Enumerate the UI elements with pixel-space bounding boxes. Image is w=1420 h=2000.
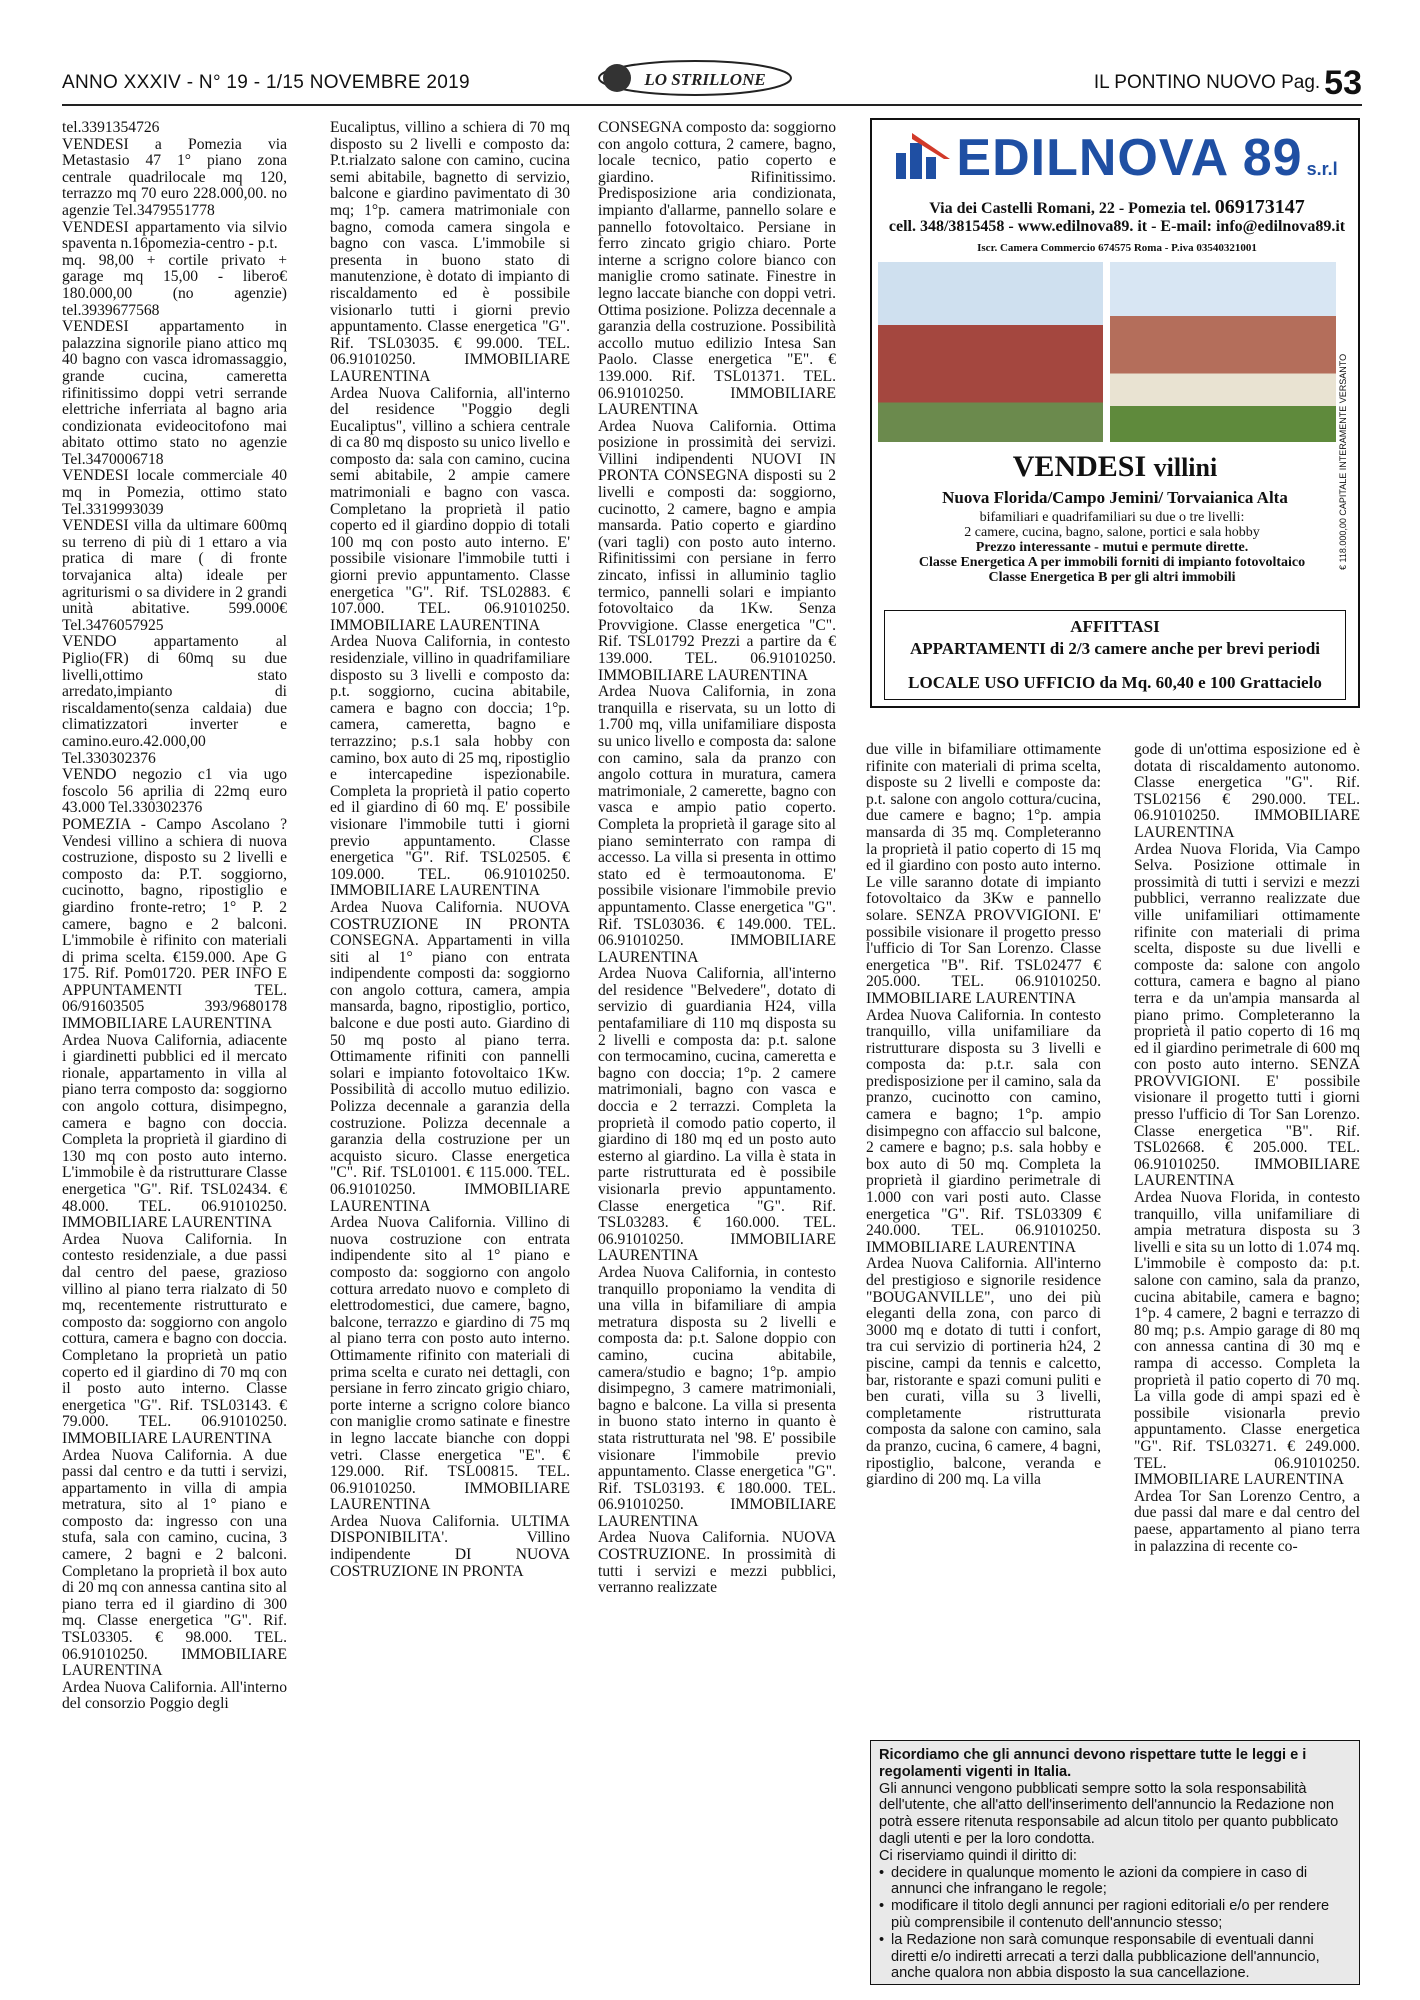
ad-line: Classe Energetica B per gli altri immobili	[988, 570, 1236, 585]
listing: Ardea Nuova California, in contesto residenziale, villino in quadrifamiliare disposto su 3 livelli e composto da: p.t. soggiorno, cucina abitabile, camera e bagno con doccia; 1°p. camera, cameretta, bagno e terrazzino; p.s.1 sala hobby con camino, box auto di 25 mq, ripostiglio e intercapedine ispezionabile. Completa la proprietà il patio coperto ed il giardino di 60 mq. E' possibile visionare l'immobile tutti i giorni previo appuntamento. Classe energetica "G". Rif. TSL02505. € 109.000. TEL. 06.91010250. IMMOBILIARE LAURENTINA	[330, 633, 570, 900]
listing: Ardea Nuova California. NUOVA COSTRUZIONE IN PRONTA CONSEGNA. Appartamenti in villa siti al 1° piano con entrata indipendente composti da: soggiorno con angolo cottura, camera, ampia mansarda, bagno, ripostiglio, portico, balcone e due posti auto. Giardino di 50 mq posto al piano terra. Ottimamente rifiniti con pannelli solari e impianto fotovoltaico 1Kw. Possibilità di accollo mutuo edilizio. Polizza decennale a garanzia della costruzione. Polizza decennale a garanzia della costruzione per un acquisto sicuro. Classe energetica "C". Rif. TSL01001. € 115.000. TEL. 06.91010250. IMMOBILIARE LAURENTINA	[330, 898, 570, 1215]
locations: Nuova Florida/Campo Jemini/ Torvaianica Alta	[942, 488, 1288, 507]
listing: Ardea Nuova California, all'interno del residence "Belvedere", dotato di servizio di guardiania H24, villa pentafamiliare di 110 mq disposta su 2 livelli e composta da: p.t. salone con termocamino, cucina, cameretta e bagno con doccia; 1°p. 2 camere matrimoniali, bagno con vasca e doccia e 2 terrazzi. Completa la proprietà il comodo patio coperto, il giardino di 180 mq ed un posto auto esterno al giardino. La villa è stata in parte ristrutturata ed è possibile visionarla previo appuntamento. Classe energetica "G". Rif. TSL03283. € 160.000. TEL. 06.91010250. IMMOBILIARE LAURENTINA	[598, 965, 836, 1265]
ad-line: bifamiliari e quadrifamiliari su due o tre livelli:	[979, 510, 1245, 525]
affittasi-line: LOCALE USO UFFICIO da Mq. 60,40 e 100 Grattacielo	[908, 673, 1322, 692]
address-text: Via dei Castelli Romani, 22 - Pomezia tel.	[929, 200, 1211, 217]
listing: Ardea Nuova California. In contesto tranquillo, villa unifamiliare da ristrutturare disposta su 3 livelli e composta da: p.t.r. sala con predisposizione per il camino, sala da pranzo, cucinotto con camino, camera e bagno; 1°p. ampio disimpegno con affaccio sul balcone, 2 camere e bagno; p.s. sala hobby e box auto di 50 mq. Completa la proprietà il giardino perimetrale di 1.000 con vari posti auto. Classe energetica "G". Rif. TSL03309 € 240.000. TEL. 06.91010250. IMMOBILIARE LAURENTINA	[866, 1006, 1101, 1256]
listing: Ardea Nuova California. NUOVA COSTRUZIONE. In prossimità di tutti i servizi e mezzi pubblici, verranno realizzate	[598, 1529, 836, 1597]
house-logo-icon	[892, 131, 952, 181]
ad-details	[882, 510, 1342, 585]
rules-notice	[870, 1740, 1360, 1985]
brand-name: EDILNOVA 89	[956, 129, 1303, 187]
villa-photo-left	[878, 262, 1103, 442]
ad-brand	[872, 128, 1358, 188]
listing: Ardea Nuova California. A due passi dal centro e da tutti i servizi, appartamento in villa di ampia metratura, sito al 1° piano e composto da: ingresso con una stufa, sala con camino, cucina, 3 camere, 2 bagni e 2 balconi. Completano la proprietà il box auto di 20 mq con annessa cantina sito al piano terra ed il giardino di 300 mq. Classe energetica "G". Rif. TSL03305. € 98.000. TEL. 06.91010250. IMMOBILIARE LAURENTINA	[62, 1446, 287, 1680]
listing: Ardea Nuova California, in contesto tranquillo proponiamo la vendita di una villa in bifamiliare di ampia metratura disposta su 2 livelli e composta da: p.t. Salone doppio con camino, cucina abitabile, camera/studio e bagno; 1°p. ampio disimpegno, 3 camere matrimoniali, bagno e balcone. La villa si presenta in buono stato interno in quanto è stata ristrutturata nel '98. E' possibile visionare l'immobile previo appuntamento. Classe energetica "G". Rif. TSL03193. € 180.000. TEL. 06.91010250. IMMOBILIARE LAURENTINA	[598, 1263, 836, 1530]
villa-photo-right	[1110, 262, 1336, 442]
column-4	[866, 742, 1101, 1489]
page-number: 53	[1324, 64, 1362, 102]
notice-bullet: • decidere in qualunque momento le azioni da compiere in caso di annunci che infrangano le regole;	[879, 1865, 1351, 1899]
vendesi-title	[872, 450, 1358, 484]
lo-strillone-logo	[595, 58, 795, 98]
listing: Ardea Nuova California. All'interno del consorzio Poggio degli	[62, 1678, 287, 1713]
listing: Ardea Nuova California. All'interno del prestigioso e signorile residence "BOUGANVILLE", uno dei più eleganti della zona, con parco di 3000 mq e dotato di tutti i confort, tra cui servizio di portineria h24, 2 piscine, campi da tennis e calcetto, bar, ristorante e spazi comuni puliti e ben curati, villa su 3 livelli, completamente ristrutturata composta da salone con camino, sala da pranzo, cucina, 6 camere, 4 bagni, ripostiglio, balcone, veranda e giardino di 200 mq. La villa	[866, 1255, 1101, 1489]
notice-paragraph: Gli annunci vengono pubblicati sempre sotto la sola responsabilità dell'utente, che all'atto dell'inserimento dell'annuncio la Redazione non potrà essere ritenuta responsabile ad alcun titolo per quanto pubblicato dagli utenti e per la loro condotta.	[879, 1780, 1339, 1847]
listing: Ardea Nuova California, adiacente i giardinetti pubblici ed il mercato rionale, appartamento in villa al piano terra composto da: soggiorno con angolo cottura, disimpegno, camera e bagno con doccia. Completa la proprietà il giardino di 130 mq con posto auto interno. L'immobile è da ristrutturare Classe energetica "G". Rif. TSL02434. € 48.000. TEL. 06.91010250. IMMOBILIARE LAURENTINA	[62, 1031, 287, 1232]
newspaper-title	[1094, 64, 1362, 103]
issue-info: ANNO XXXIV - N° 19 - 1/15 NOVEMBRE 2019	[62, 72, 470, 93]
listing: VENDO appartamento al Piglio(FR) di 60mq su due livelli,ottimo stato arredato,impianto di riscaldamento(senza caldaia) due climatizzatori inverter e camino.euro.42.000,00 Tel.330302376	[62, 633, 287, 767]
ad-line: Classe Energetica A per immobili forniti di impianto fotovoltaico	[918, 555, 1306, 570]
column-1	[62, 120, 287, 1713]
ad-address	[882, 198, 1352, 236]
listing: gode di un'ottima esposizione ed è dotata di riscaldamento autonomo. Classe energetica "G". Rif. TSL02156 € 290.000. TEL. 06.91010250. IMMOBILIARE LAURENTINA	[1134, 741, 1360, 841]
listing: Ardea Nuova California. In contesto residenziale, a due passi dal centro del paese, grazioso villino al piano terra rialzato di 50 mq, recentemente ristrutturato e composto da: soggiorno con angolo cottura, camera e bagno con doccia. Completano la proprietà un patio coperto ed il giardino di 70 mq con il posto auto interno. Classe energetica "G". Rif. TSL03143. € 79.000. TEL. 06.91010250. IMMOBILIARE LAURENTINA	[62, 1230, 287, 1447]
brand-suffix: s.r.l	[1306, 159, 1338, 179]
header-rule	[62, 104, 1362, 106]
ad-line: Prezzo interessante - mutui e permute dirette.	[975, 540, 1249, 555]
affittasi-box	[884, 610, 1346, 700]
listing: due ville in bifamiliare ottimamente rifinite con materiali di prima scelta, disposte su 2 livelli e composte da: p.t. salone con angolo cottura/cucina, due camere e bagno; 1°p. ampia mansarda di 35 mq. Completeranno la proprietà il patio coperto di 15 mq ed il giardino con posto auto interno. Le ville saranno dotate di impianto fotovoltaico da 3Kw e pannello solare. SENZA PROVVIGIONI. E' possibile visionare il progetto presso l'ufficio di Tor San Lorenzo. Classe energetica "B". Rif. TSL02477 € 205.000. TEL. 06.91010250. IMMOBILIARE LAURENTINA	[866, 741, 1101, 1007]
listing: Ardea Nuova California, in zona tranquilla e riservata, su un lotto di 1.700 mq, villa unifamiliare disposta su unico livello e composta da: salone con camino, sala da pranzo con angolo cottura in muratura, camera matrimoniale, 2 camerette, bagno con vasca e ampio patio coperto. Completa la proprietà il garage sito al piano seminterrato con rampa di accesso. La villa si presenta in ottimo stato ed è termoautonoma. E' possibile visionare l'immobile previo appuntamento. Classe energetica "G". Rif. TSL03036. € 149.000. TEL. 06.91010250. IMMOBILIARE LAURENTINA	[598, 683, 836, 966]
affittasi-line: APPARTAMENTI di 2/3 camere anche per brevi periodi	[909, 639, 1321, 658]
listing: Ardea Tor San Lorenzo Centro, a due passi dal mare e dal centro del paese, appartamento al piano terra in palazzina di recente co-	[1134, 1487, 1360, 1555]
affittasi-title: AFFITTASI	[1070, 617, 1160, 636]
phone-number: 069173147	[1214, 196, 1305, 218]
notice-bullet: • modificare il titolo degli annunci per ragioni editoriali e/o per rendere più comprensibile il contenuto dell'annuncio stesso;	[879, 1898, 1351, 1932]
listing: Eucaliptus, villino a schiera di 70 mq disposto su 2 livelli e composto da: P.t.rialzato salone con camino, cucina semi abitabile, bagnetto di servizio, balcone e giardino pavimentato di 30 mq; 1°p. camera matrimoniale con bagno, comoda camera singola e bagno con vasca. L'immobile si presenta in buono stato di manutenzione, è dotato di impianto di riscaldamento ed è possibile visionarlo tutti i giorni previo appuntamento. Classe energetica "G". Rif. TSL03035. € 99.000. TEL. 06.91010250. IMMOBILIARE LAURENTINA	[330, 119, 570, 385]
newspaper-name: IL PONTINO NUOVO Pag.	[1093, 72, 1321, 93]
vendesi-word: VENDESI	[1012, 450, 1147, 483]
listing: Ardea Nuova California. Villino di nuova costruzione con entrata indipendente sito al 1° piano e composto da: soggiorno con angolo cottura arredato nuovo e completo di elettrodomestici, due camere, bagno, balcone, terrazzo e giardino di 75 mq al piano terra con posto auto interno. Ottimamente rifinito con materiali di prima scelta e curato nei dettagli, con persiane in ferro zincato grigio chiaro, porte interne a scrigno colore bianco con maniglie cromo satinate e finestre in legno laccate bianche con doppi vetri. Classe energetica "E". € 129.000. Rif. TSL00815. TEL. 06.91010250. IMMOBILIARE LAURENTINA	[330, 1214, 570, 1514]
listing: Ardea Nuova California, all'interno del residence "Poggio degli Eucaliptus", villino a schiera centrale di ca 80 mq disposto su unico livello e composto da: sala con camino, cucina semi abitabile, 2 ampie camere matrimoniali e bagno con vasca. Completano la proprietà il patio coperto ed il giardino doppio di totali 100 mq con posto auto interno. E' possibile visionare l'immobile tutti i giorni previo appuntamento. Classe energetica "G". Rif. TSL02883. € 107.000. TEL. 06.91010250. IMMOBILIARE LAURENTINA	[330, 384, 570, 634]
listing: VENDO negozio c1 via ugo foscolo 56 aprilia di 22mq euro 43.000 Tel.330302376	[62, 766, 287, 817]
listing: mq. 98,00 + cortile privato + garage mq 15,00 - libero€ 180.000,00 (no agenzie) tel.3939677568	[62, 251, 287, 319]
notice-heading: Ricordiamo che gli annunci devono rispettare tutte le leggi e i regolamenti vigenti in Italia.	[879, 1747, 1307, 1780]
capital-side-text: € 118.000,00 CAPITALE INTERAMENTE VERSANTO	[1338, 353, 1348, 570]
listing: POMEZIA - Campo Ascolano ?Vendesi villino a schiera di nuova costruzione, disposto su 2 livelli e composto da: P.T. soggiorno, cucinotto, bagno, ripostiglio e giardino fronte-retro; 1° P. 2 camere, bagno e 2 balconi. L'immobile è rifinito con materiali di prima scelta. €159.000. Ape G 175. Rif. Pom01720. PER INFO E APPUNTAMENTI TEL. 06/91603505 393/9680178 IMMOBILIARE LAURENTINA	[62, 815, 287, 1033]
listing: VENDESI appartamento via silvio spaventa n.16pomezia-centro - p.t.	[62, 218, 287, 253]
column-3	[598, 120, 836, 1597]
registration-line: Iscr. Camera Commercio 674575 Roma - P.iva 03540321001	[977, 242, 1257, 254]
listing: Ardea Nuova Florida, Via Campo Selva. Posizione ottimale in prossimità di tutti i servizi e mezzi pubblici, verranno realizzate due ville unifamiliari ottimamente rifinite con materiali di prima scelta, disposte su due livelli e composte da: salone con angolo cottura, camera e bagno al piano terra e da un'ampia mansarda al piano primo. Completeranno la proprietà il patio coperto di 16 mq ed il giardino perimetrale di 600 mq con posto auto interno. SENZA PROVVIGIONI. E' possibile visionare il progetto tutti i giorni presso l'ufficio di Tor San Lorenzo. Classe energetica "B". Rif. TSL02668. € 205.000. TEL. 06.91010250. IMMOBILIARE LAURENTINA	[1134, 840, 1360, 1190]
vendesi-suffix: villini	[1153, 453, 1218, 482]
listing: VENDESI a Pomezia via Metastasio 47 1° piano zona centrale quadrilocale mq 120, terrazzo mq 70 euro 228.000,00. no agenzie Tel.3479551778	[62, 135, 287, 219]
column-5	[1134, 742, 1360, 1555]
listing: VENDESI locale commerciale 40 mq in Pomezia, ottimo stato Tel.3319993039	[62, 467, 287, 518]
ad-line: 2 camere, cucina, bagno, salone, portici e sala hobby	[964, 525, 1260, 540]
column-2	[330, 120, 570, 1580]
listing: Ardea Nuova California. ULTIMA DISPONIBILITA'. Villino indipendente DI NUOVA COSTRUZIONE IN PRONTA	[330, 1512, 570, 1580]
logo-text: LO STRILLONE	[644, 70, 766, 89]
notice-paragraph: Ci riserviamo quindi il diritto di:	[879, 1847, 1077, 1864]
listing: tel.3391354726	[62, 119, 160, 136]
notice-bullet: • la Redazione non sarà comunque responsabile di eventuali danni diretti e/o indiretti arrecati a terzi dalla pubblicazione dell'annuncio, anche qualora non abbia disposto la sua cancellazione.	[879, 1932, 1351, 1982]
listing: VENDESI villa da ultimare 600mq su terreno di più di 1 ettaro a via pratica di mare ( di fronte torvajanica alta) ideale per agriturismi o sa dividere in 2 grandi unità abitative. 599.000€ Tel.3476057925	[62, 517, 287, 634]
listing: Ardea Nuova California. Ottima posizione in prossimità dei servizi. Villini indipendenti NUOVI IN PRONTA CONSEGNA disposti su 2 livelli e composti da: soggiorno, cucinotto, 2 camere, bagno e ampia mansarda. Patio coperto e giardino (vari tagli) con posto auto interno. Rifinitissimi con persiane in ferro zincato, infissi in alluminio taglio termico, pannelli solari e impianto fotovoltaico da 1Kw. Senza Provvigione. Classe energetica "C". Rif. TSL01792 Prezzi a partire da € 139.000. TEL. 06.91010250. IMMOBILIARE LAURENTINA	[598, 417, 836, 684]
listing: VENDESI appartamento in palazzina signorile piano attico mq 40 bagno con vasca idromassaggio, grande cucina, cameretta rifinitissimo doppi vetri serrande elettriche inferriata al bagno aria condizionata evideocitofono mai abitato ottimo stato no agenzie Tel.3470006718	[62, 318, 287, 468]
listing: Ardea Nuova Florida, in contesto tranquillo, villa unifamiliare di ampia metratura disposta su 3 livelli e sita su un lotto di 1.074 mq. L'immobile è composto da: p.t. salone con camino, sala da pranzo, cucina abitabile, camera e bagno; 1°p. 4 camere, 2 bagni e terrazzo di 80 mq; p.s. Ampio garage di 80 mq con annessa cantina di 30 mq e rampa di accesso. Completa la proprietà il patio coperto di 70 mq. La villa gode di ampi spazi ed è possibile visionarla previo appuntamento. Classe energetica "G". Rif. TSL03271. € 249.000. TEL. 06.91010250. IMMOBILIARE LAURENTINA	[1134, 1189, 1360, 1489]
edilnova-advertisement	[870, 118, 1360, 708]
contact-line: cell. 348/3815458 - www.edilnova89. it - E-mail: info@edilnova89.it	[888, 218, 1346, 235]
listing: CONSEGNA composto da: soggiorno con angolo cottura, 2 camere, bagno, locale tecnico, patio coperto e giardino. Rifinitissimo. Predisposizione aria condizionata, impianto d'allarme, pannello solare e pannello fotovoltaico. Persiane in ferro zincato grigio chiaro. Porte interne a scrigno colore bianco con maniglie cromo satinate. Finestre in legno laccate bianche con doppi vetri. Ottima posizione. Polizza decennale a garanzia della costruzione. Possibilità accollo mutuo edilizio Intesa San Paolo. Classe energetica "E". € 139.000. Rif. TSL01371. TEL. 06.91010250. IMMOBILIARE LAURENTINA	[598, 119, 836, 419]
